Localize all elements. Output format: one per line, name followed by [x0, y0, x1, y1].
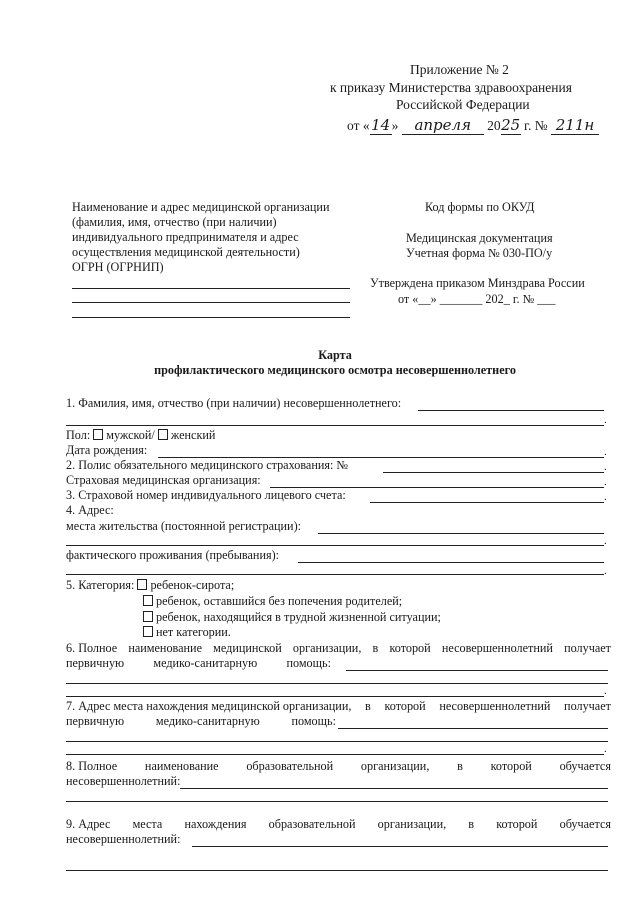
field-2-label: 2. Полис обязательного медицинского страхования: № [66, 458, 349, 472]
f8-word: в [457, 759, 463, 773]
order-number: 211н [551, 116, 599, 135]
field-1-input-2[interactable] [66, 425, 604, 426]
insurer-end-dot: . [604, 476, 607, 488]
category-orphan-checkbox[interactable] [137, 579, 147, 590]
birth-date-label: Дата рождения: [66, 443, 148, 457]
field-6-end-dot: . [604, 685, 607, 697]
org-fill-line-1[interactable] [72, 288, 350, 289]
f7-word: медико-санитарную [155, 714, 260, 728]
category-row-2 [143, 594, 402, 609]
field-3-label: 3. Страховой номер индивидуального лицевого счета: [66, 488, 346, 502]
category-none-checkbox[interactable] [143, 626, 153, 637]
federation-label: Российской Федерации [396, 97, 530, 112]
residence-label: места жительства (постоянной регистрации): [66, 519, 302, 533]
card-title: Карта [318, 348, 352, 362]
category-row-4 [143, 625, 231, 640]
org-fill-line-3[interactable] [72, 317, 350, 318]
f8-word: наименование [144, 759, 219, 773]
f9-word: которой [496, 817, 538, 831]
actual-residence-input[interactable] [298, 562, 604, 563]
actual-residence-input-2[interactable] [66, 574, 604, 575]
field-9-input-2[interactable] [66, 870, 608, 871]
card-subtitle: профилактического медицинского осмотра несовершеннолетнего [154, 363, 516, 377]
policy-number-input[interactable] [383, 472, 604, 473]
insurer-label: Страховая медицинская организация: [66, 473, 261, 487]
sex-male-checkbox[interactable] [93, 429, 103, 440]
f6-word: получает [564, 641, 611, 655]
field-7-input-3[interactable] [66, 754, 604, 755]
residence-input-2[interactable] [66, 545, 604, 546]
field-4-label: 4. Адрес: [66, 503, 114, 517]
ogrn-label: ОГРН (ОГРНИП) [72, 260, 164, 274]
sex-male-label: мужской/ [106, 428, 155, 442]
f8-word: организации, [360, 759, 430, 773]
residence-end-dot: . [604, 535, 607, 547]
f7-word: несовершеннолетний [439, 699, 551, 713]
approved-by: Утверждена приказом Минздрава России [370, 276, 585, 290]
f6-word: медицинской [213, 641, 282, 655]
approved-date: от «__» _______ 202_ г. № ___ [398, 292, 556, 306]
f8-word: образовательной [246, 759, 334, 773]
f6-word: 6. Полное [66, 641, 118, 655]
category-hardship-checkbox[interactable] [143, 611, 153, 622]
f8-word: обучается [559, 759, 611, 773]
field-7-end-dot: . [604, 743, 607, 755]
sex-label: Пол: [66, 428, 91, 442]
sex-female-checkbox[interactable] [158, 429, 168, 440]
org-line-1: Наименование и адрес медицинской организации [72, 200, 330, 214]
field-6-input-2[interactable] [66, 683, 608, 684]
f7-word: получает [564, 699, 611, 713]
field-9-input[interactable] [192, 846, 608, 847]
f7-word: которой [384, 699, 426, 713]
f7-word: помощь: [291, 714, 336, 728]
field-5-label: 5. Категория: [66, 578, 135, 592]
okud-code: Код формы по ОКУД [425, 200, 535, 214]
f6-word: наименование [128, 641, 202, 655]
f6-word: которой [389, 641, 431, 655]
category-row-1 [66, 578, 234, 593]
snils-end-dot: . [604, 491, 607, 503]
field-7-input[interactable] [338, 728, 608, 729]
field-1-label: 1. Фамилия, имя, отчество (при наличии) несовершеннолетнего: [66, 396, 402, 410]
policy-end-dot: . [604, 461, 607, 473]
org-line-4: осуществления медицинской деятельности) [72, 245, 300, 259]
year-prefix: 20 [487, 118, 501, 133]
f6-word: несовершеннолетний [441, 641, 553, 655]
field-6-input-3[interactable] [66, 696, 604, 697]
appendix-number: Приложение № 2 [410, 62, 509, 77]
f9-word: в [468, 817, 475, 831]
category-none-label: нет категории. [156, 625, 231, 639]
f9-word: 9. Адрес [66, 817, 111, 831]
f9-word: образовательной [268, 817, 356, 831]
field-9-line-1 [66, 817, 611, 832]
f9-word: обучается [559, 817, 611, 831]
f8-word: которой [490, 759, 532, 773]
f7-word: 7. Адрес места нахождения медицинской организации, [66, 699, 352, 713]
snils-input[interactable] [370, 502, 604, 503]
category-no-care-label: ребенок, оставшийся без попечения родителей; [156, 594, 403, 608]
sex-row [66, 428, 215, 443]
f6-word: медико-санитарную [153, 656, 258, 670]
date-g: г. № [523, 118, 548, 133]
category-orphan-label: ребенок-сирота; [150, 578, 235, 592]
actual-end-dot: . [604, 565, 607, 577]
f7-word: в [365, 699, 371, 713]
field-1-input[interactable] [418, 410, 604, 411]
category-row-3 [143, 610, 441, 625]
category-hardship-label: ребенок, находящийся в трудной жизненной ситуации; [156, 610, 441, 624]
category-no-care-checkbox[interactable] [143, 595, 153, 606]
field-8-input-2[interactable] [66, 801, 608, 802]
field-9-line-2: несовершеннолетний: [66, 832, 181, 846]
order-day: 14 [371, 116, 391, 134]
order-date-line [347, 116, 599, 135]
date-prefix: от « [347, 118, 370, 133]
f7-word: первичную [66, 714, 125, 728]
field-7-line-1 [66, 699, 611, 714]
org-line-3: индивидуального предпринимателя и адрес [72, 230, 299, 244]
f9-word: нахождения [184, 817, 247, 831]
field-6-line-2 [66, 656, 331, 671]
field-7-line-2 [66, 714, 336, 729]
f6-word: первичную [66, 656, 125, 670]
field-6-input[interactable] [346, 670, 608, 671]
field-8-input[interactable] [180, 788, 608, 789]
f6-word: в [372, 641, 379, 655]
order-month: апреля [402, 116, 484, 135]
form-number: Учетная форма № 030-ПО/у [406, 246, 553, 260]
field-7-input-2[interactable] [66, 741, 608, 742]
org-fill-line-2[interactable] [72, 302, 350, 303]
sex-female-label: женский [170, 428, 216, 442]
order-year: 25 [501, 116, 521, 134]
actual-residence-label: фактического проживания (пребывания): [66, 548, 280, 562]
f6-word: помощь: [286, 656, 331, 670]
f8-word: 8. Полное [66, 759, 118, 773]
field-6-line-1 [66, 641, 611, 656]
residence-input[interactable] [318, 533, 604, 534]
date-mid: » [391, 118, 399, 133]
medical-documentation: Медицинская документация [406, 231, 553, 245]
f9-word: места [132, 817, 163, 831]
field-8-line-1 [66, 759, 611, 774]
field-8-line-2: несовершеннолетний: [66, 774, 181, 788]
field-1-end-dot: . [604, 414, 607, 426]
birth-end-dot: . [604, 446, 607, 458]
org-line-2: (фамилия, имя, отчество (при наличии) [72, 215, 277, 229]
order-reference: к приказу Министерства здравоохранения [330, 80, 572, 95]
f6-word: организации, [292, 641, 362, 655]
f9-word: организации, [377, 817, 447, 831]
